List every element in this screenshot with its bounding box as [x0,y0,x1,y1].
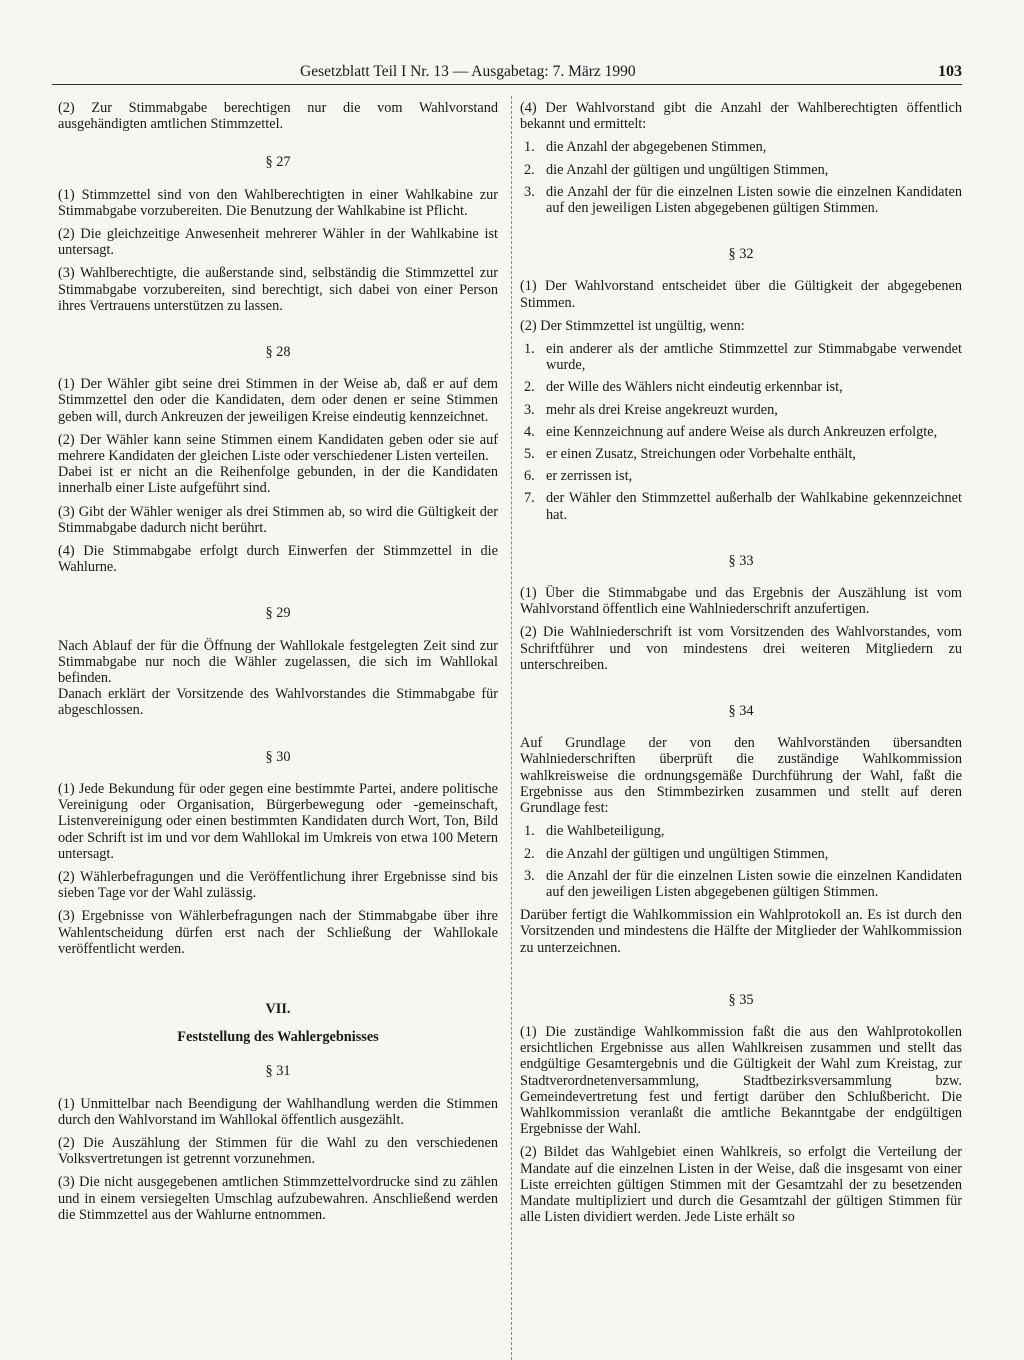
paragraph-35-1: (1) Die zuständige Wahlkommission faßt die aus den Wahlprotokollen ersichtlichen Ergebnisse aus allen Wahlkreisen zusammen und stellt das endgültige Gesamtergebnis und die Gültigkeit der Wahl zum Kreistag, zur Stadtverordnetenversammlung, Stadtbezirksversammlung bzw. Gemeindevertretung fest und fertigt darüber den Schlußbericht. Die Wahlkommission veranlaßt die amtliche Bekanntgabe der endgültigen Ergebnisse der Wahl. [520,1023,962,1138]
paragraph-30-2: (2) Wählerbefragungen und die Veröffentlichung ihrer Ergebnisse sind bis sieben Tage vor der Wahl zulässig. [58,868,498,902]
list-34 [520,823,962,900]
list-item: 3. die Anzahl der für die einzelnen Listen sowie die einzelnen Kandidaten auf den jeweiligen Listen abgegebenen gültigen Stimmen. [524,867,962,900]
paragraph-28-2: (2) Der Wähler kann seine Stimmen einem Kandidaten geben oder sie auf mehrere Kandidaten der gleichen Liste oder verschiedener Listen verteilen. [58,431,498,465]
list-item: 1. die Anzahl der abgegebenen Stimmen, [524,139,767,156]
list-item: 3. mehr als drei Kreise angekreuzt wurden, [524,401,778,418]
paragraph-27-1: (1) Stimmzettel sind von den Wahlberechtigten in einer Wahlkabine zur Stimmabgabe vorzubereiten. Die Benutzung der Wahlkabine ist Pflicht. [58,186,498,219]
paragraph-28-4: (4) Die Stimmabgabe erfolgt durch Einwerfen der Stimmzettel in die Wahlurne. [58,543,498,576]
section-33-heading: § 33 [728,552,754,569]
paragraph-31-2: (2) Die Auszählung der Stimmen für die Wahl zu den verschiedenen Volksvertretungen ist getrennt vorzunehmen. [58,1134,498,1168]
section-28-heading: § 28 [265,344,291,361]
paragraph-33-1: (1) Über die Stimmabgabe und das Ergebnis der Auszählung ist vom Wahlvorstand öffentlich eine Wahlniederschrift anzufertigen. [520,585,962,618]
page-number: 103 [938,63,962,80]
section-27-heading: § 27 [265,154,291,171]
gazette-title: Gesetzblatt Teil I Nr. 13 — Ausgabetag: 7. März 1990 [300,63,636,80]
header-rule [52,84,962,85]
list-item: 1. die Wahlbeteiligung, [524,823,665,840]
chapter-title: Feststellung des Wahlergebnisses [177,1029,379,1046]
list-item: 6. er zerrissen ist, [524,468,633,485]
section-34-heading: § 34 [728,703,754,720]
list-item: 7. der Wähler den Stimmzettel außerhalb der Wahlkabine gekennzeichnet hat. [524,490,962,523]
paragraph-35-2: (2) Bildet das Wahlgebiet einen Wahlkreis, so erfolgt die Verteilung der Mandate auf die einzelnen Listen in der Weise, daß die insgesamt von einer Liste erreichten gültigen Stimmen mit der Gesamtzahl der zu besetzenden Mandate multipliziert und durch die Gesamtzahl der gültigen Stimmen für alle Listen dividiert werden. Jede Liste erhält so [520,1144,962,1226]
paragraph-34-1: Auf Grundlage der von den Wahlvorständen übersandten Wahlniederschriften überprüft die zuständige Wahlkommission wahlkreisweise die ordnungsgemäße Durchführung der Wahl, faßt die Ergebnisse aus den Stimmbezirken zusammen und stellt auf deren Grundlage fest: [520,735,962,817]
list-item: 4. eine Kennzeichnung auf andere Weise als durch Ankreuzen erfolgte, [524,423,938,440]
paragraph-29-1: Nach Ablauf der für die Öffnung der Wahllokale festgelegten Zeit sind zur Stimmabgabe nur noch die Wähler zugelassen, die sich im Wahllokal befinden. [58,637,498,687]
section-30-heading: § 30 [265,748,291,765]
paragraph-27-2: (2) Die gleichzeitige Anwesenheit mehrerer Wähler in der Wahlkabine ist untersagt. [58,226,498,259]
paragraph-31-3: (3) Die nicht ausgegebenen amtlichen Stimmzettelvordrucke sind zu zählen und in einem versiegelten Umschlag aufzubewahren. Anschließend werden die Stimmzettel aus der Wahlurne entnommen. [58,1174,498,1223]
section-32-heading: § 32 [728,246,754,263]
section-35-heading: § 35 [728,991,754,1008]
paragraph-26-2: (2) Zur Stimmabgabe berechtigen nur die vom Wahlvorstand ausgehändigten amtlichen Stimmzettel. [58,100,498,133]
list-item: 1. ein anderer als der amtliche Stimmzettel zur Stimmabgabe verwendet wurde, [524,341,962,374]
list-item: 2. der Wille des Wählers nicht eindeutig erkennbar ist, [524,379,843,396]
column-divider [511,96,512,1360]
paragraph-32-1: (1) Der Wahlvorstand entscheidet über die Gültigkeit der abgegebenen Stimmen. [520,278,962,311]
list-31-4 [520,139,962,216]
paragraph-31-4: (4) Der Wahlvorstand gibt die Anzahl der Wahlberechtigten öffentlich bekannt und ermittelt: [520,100,962,133]
paragraph-32-2: (2) Der Stimmzettel ist ungültig, wenn: [520,317,745,334]
paragraph-29-1b: Danach erklärt der Vorsitzende des Wahlvorstandes die Stimmabgabe für abgeschlossen. [58,686,498,719]
paragraph-34-2: Darüber fertigt die Wahlkommission ein Wahlprotokoll an. Es ist durch den Vorsitzenden und mindestens die Hälfte der Mitglieder der Wahlkommission zu unterzeichnen. [520,907,962,956]
paragraph-30-1: (1) Jede Bekundung für oder gegen eine bestimmte Partei, andere politische Vereinigung oder Organisation, Bürgerbewegung oder -gemeinschaft, Listenvereinigung oder einen bestimmten Kandidaten durch Wort, Ton, Bild oder Schrift ist im und vor dem Wahllokal im Umkreis von etwa 100 Metern untersagt. [58,780,498,862]
list-item: 2. die Anzahl der gültigen und ungültigen Stimmen, [524,161,829,178]
section-29-heading: § 29 [265,605,291,622]
section-31-heading: § 31 [265,1063,291,1080]
list-item: 3. die Anzahl der für die einzelnen Listen sowie die einzelnen Kandidaten auf den jeweiligen Listen abgegebenen gültigen Stimmen. [524,183,962,217]
paragraph-28-3: (3) Gibt der Wähler weniger als drei Stimmen ab, so wird die Gültigkeit der Stimmabgabe dadurch nicht berührt. [58,503,498,536]
list-item: 5. er einen Zusatz, Streichungen oder Vorbehalte enthält, [524,446,856,463]
chapter-number: VII. [265,1000,291,1017]
paragraph-28-1: (1) Der Wähler gibt seine drei Stimmen in der Weise ab, daß er auf dem Stimmzettel den oder die Kandidaten, dem oder denen er seine Stimmen geben will, durch Ankreuzen der jeweiligen Kreise eindeutig kennzeichnet. [58,376,498,425]
list-item: 2. die Anzahl der gültigen und ungültigen Stimmen, [524,845,829,862]
paragraph-27-3: (3) Wahlberechtigte, die außerstande sind, selbständig die Stimmzettel zur Stimmabgabe vorzubereiten, sind berechtigt, sich dabei von einer Person ihres Vertrauens unterstützen zu lassen. [58,265,498,314]
paragraph-33-2: (2) Die Wahlniederschrift ist vom Vorsitzenden des Wahlvorstandes, vom Schriftführer und von mindestens drei weiteren Mitgliedern zu unterschreiben. [520,624,962,673]
list-32-2 [520,341,962,523]
left-column [58,100,498,1360]
paragraph-28-2b: Dabei ist er nicht an die Reihenfolge gebunden, in der die Kandidaten innerhalb einer Liste aufgeführt sind. [58,464,498,497]
right-column [520,100,962,1360]
paragraph-30-3: (3) Ergebnisse von Wählerbefragungen nach der Stimmabgabe über ihre Wahlentscheidung dürfen erst nach der Schließung der Wahllokale veröffentlicht werden. [58,908,498,957]
paragraph-31-1: (1) Unmittelbar nach Beendigung der Wahlhandlung werden die Stimmen durch den Wahlvorstand im Wahllokal öffentlich ausgezählt. [58,1095,498,1128]
